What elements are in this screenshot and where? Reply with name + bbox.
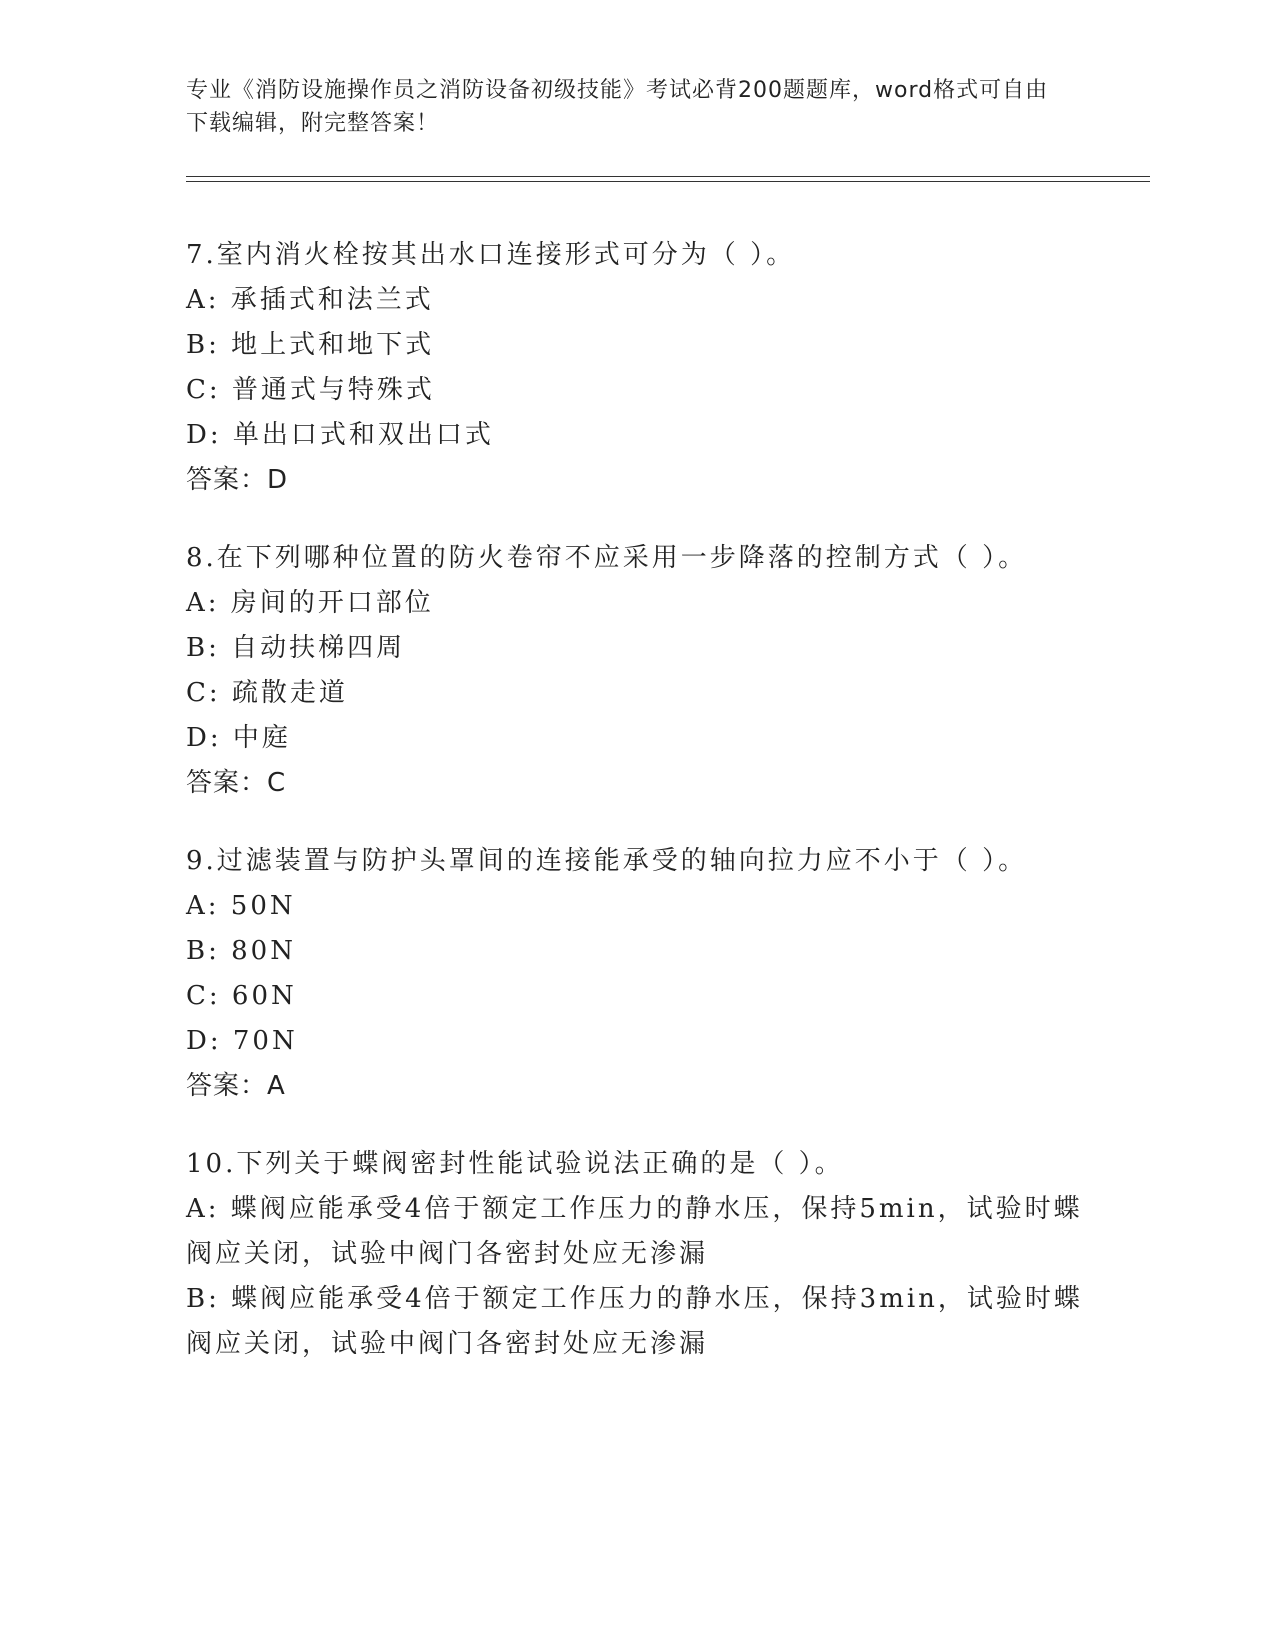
question-option: A: 房间的开口部位 bbox=[186, 588, 434, 618]
question-title: 10.下列关于蝶阀密封性能试验说法正确的是（ ）。 bbox=[186, 1149, 844, 1179]
header-divider-top bbox=[186, 176, 1150, 177]
header-divider-bottom bbox=[186, 181, 1150, 182]
question-item bbox=[186, 233, 1086, 503]
question-option: D: 70N bbox=[186, 1026, 298, 1056]
question-option: B: 自动扶梯四周 bbox=[186, 633, 406, 663]
question-item bbox=[186, 536, 1086, 806]
question-answer: 答案：D bbox=[186, 465, 289, 495]
question-option: C: 疏散走道 bbox=[186, 678, 348, 708]
question-answer: 答案：C bbox=[186, 768, 287, 798]
question-item bbox=[186, 1142, 1086, 1367]
question-option: A: 50N bbox=[186, 891, 296, 921]
question-answer: 答案：A bbox=[186, 1071, 286, 1101]
question-title: 9.过滤装置与防护头罩间的连接能承受的轴向拉力应不小于（ ）。 bbox=[186, 846, 1028, 876]
document-header: 专业《消防设施操作员之消防设备初级技能》考试必背200题题库，word格式可自由下载编辑，附完整答案！ bbox=[186, 78, 1049, 136]
question-option: D: 单出口式和双出口式 bbox=[186, 420, 494, 450]
question-option: C: 60N bbox=[186, 981, 297, 1011]
question-option: B: 80N bbox=[186, 936, 296, 966]
question-option: C: 普通式与特殊式 bbox=[186, 375, 435, 405]
question-title: 7.室内消火栓按其出水口连接形式可分为（ ）。 bbox=[186, 240, 796, 270]
question-option: A: 承插式和法兰式 bbox=[186, 285, 434, 315]
question-option: B: 蝶阀应能承受4倍于额定工作压力的静水压，保持3min，试验时蝶阀应关闭，试验中阀门各密封处应无渗漏 bbox=[186, 1284, 1083, 1359]
question-list bbox=[186, 233, 1086, 1400]
question-title: 8.在下列哪种位置的防火卷帘不应采用一步降落的控制方式（ ）。 bbox=[186, 543, 1028, 573]
question-item bbox=[186, 839, 1086, 1109]
question-option: A: 蝶阀应能承受4倍于额定工作压力的静水压，保持5min，试验时蝶阀应关闭，试验中阀门各密封处应无渗漏 bbox=[186, 1194, 1083, 1269]
question-option: B: 地上式和地下式 bbox=[186, 330, 435, 360]
question-option: D: 中庭 bbox=[186, 723, 291, 753]
